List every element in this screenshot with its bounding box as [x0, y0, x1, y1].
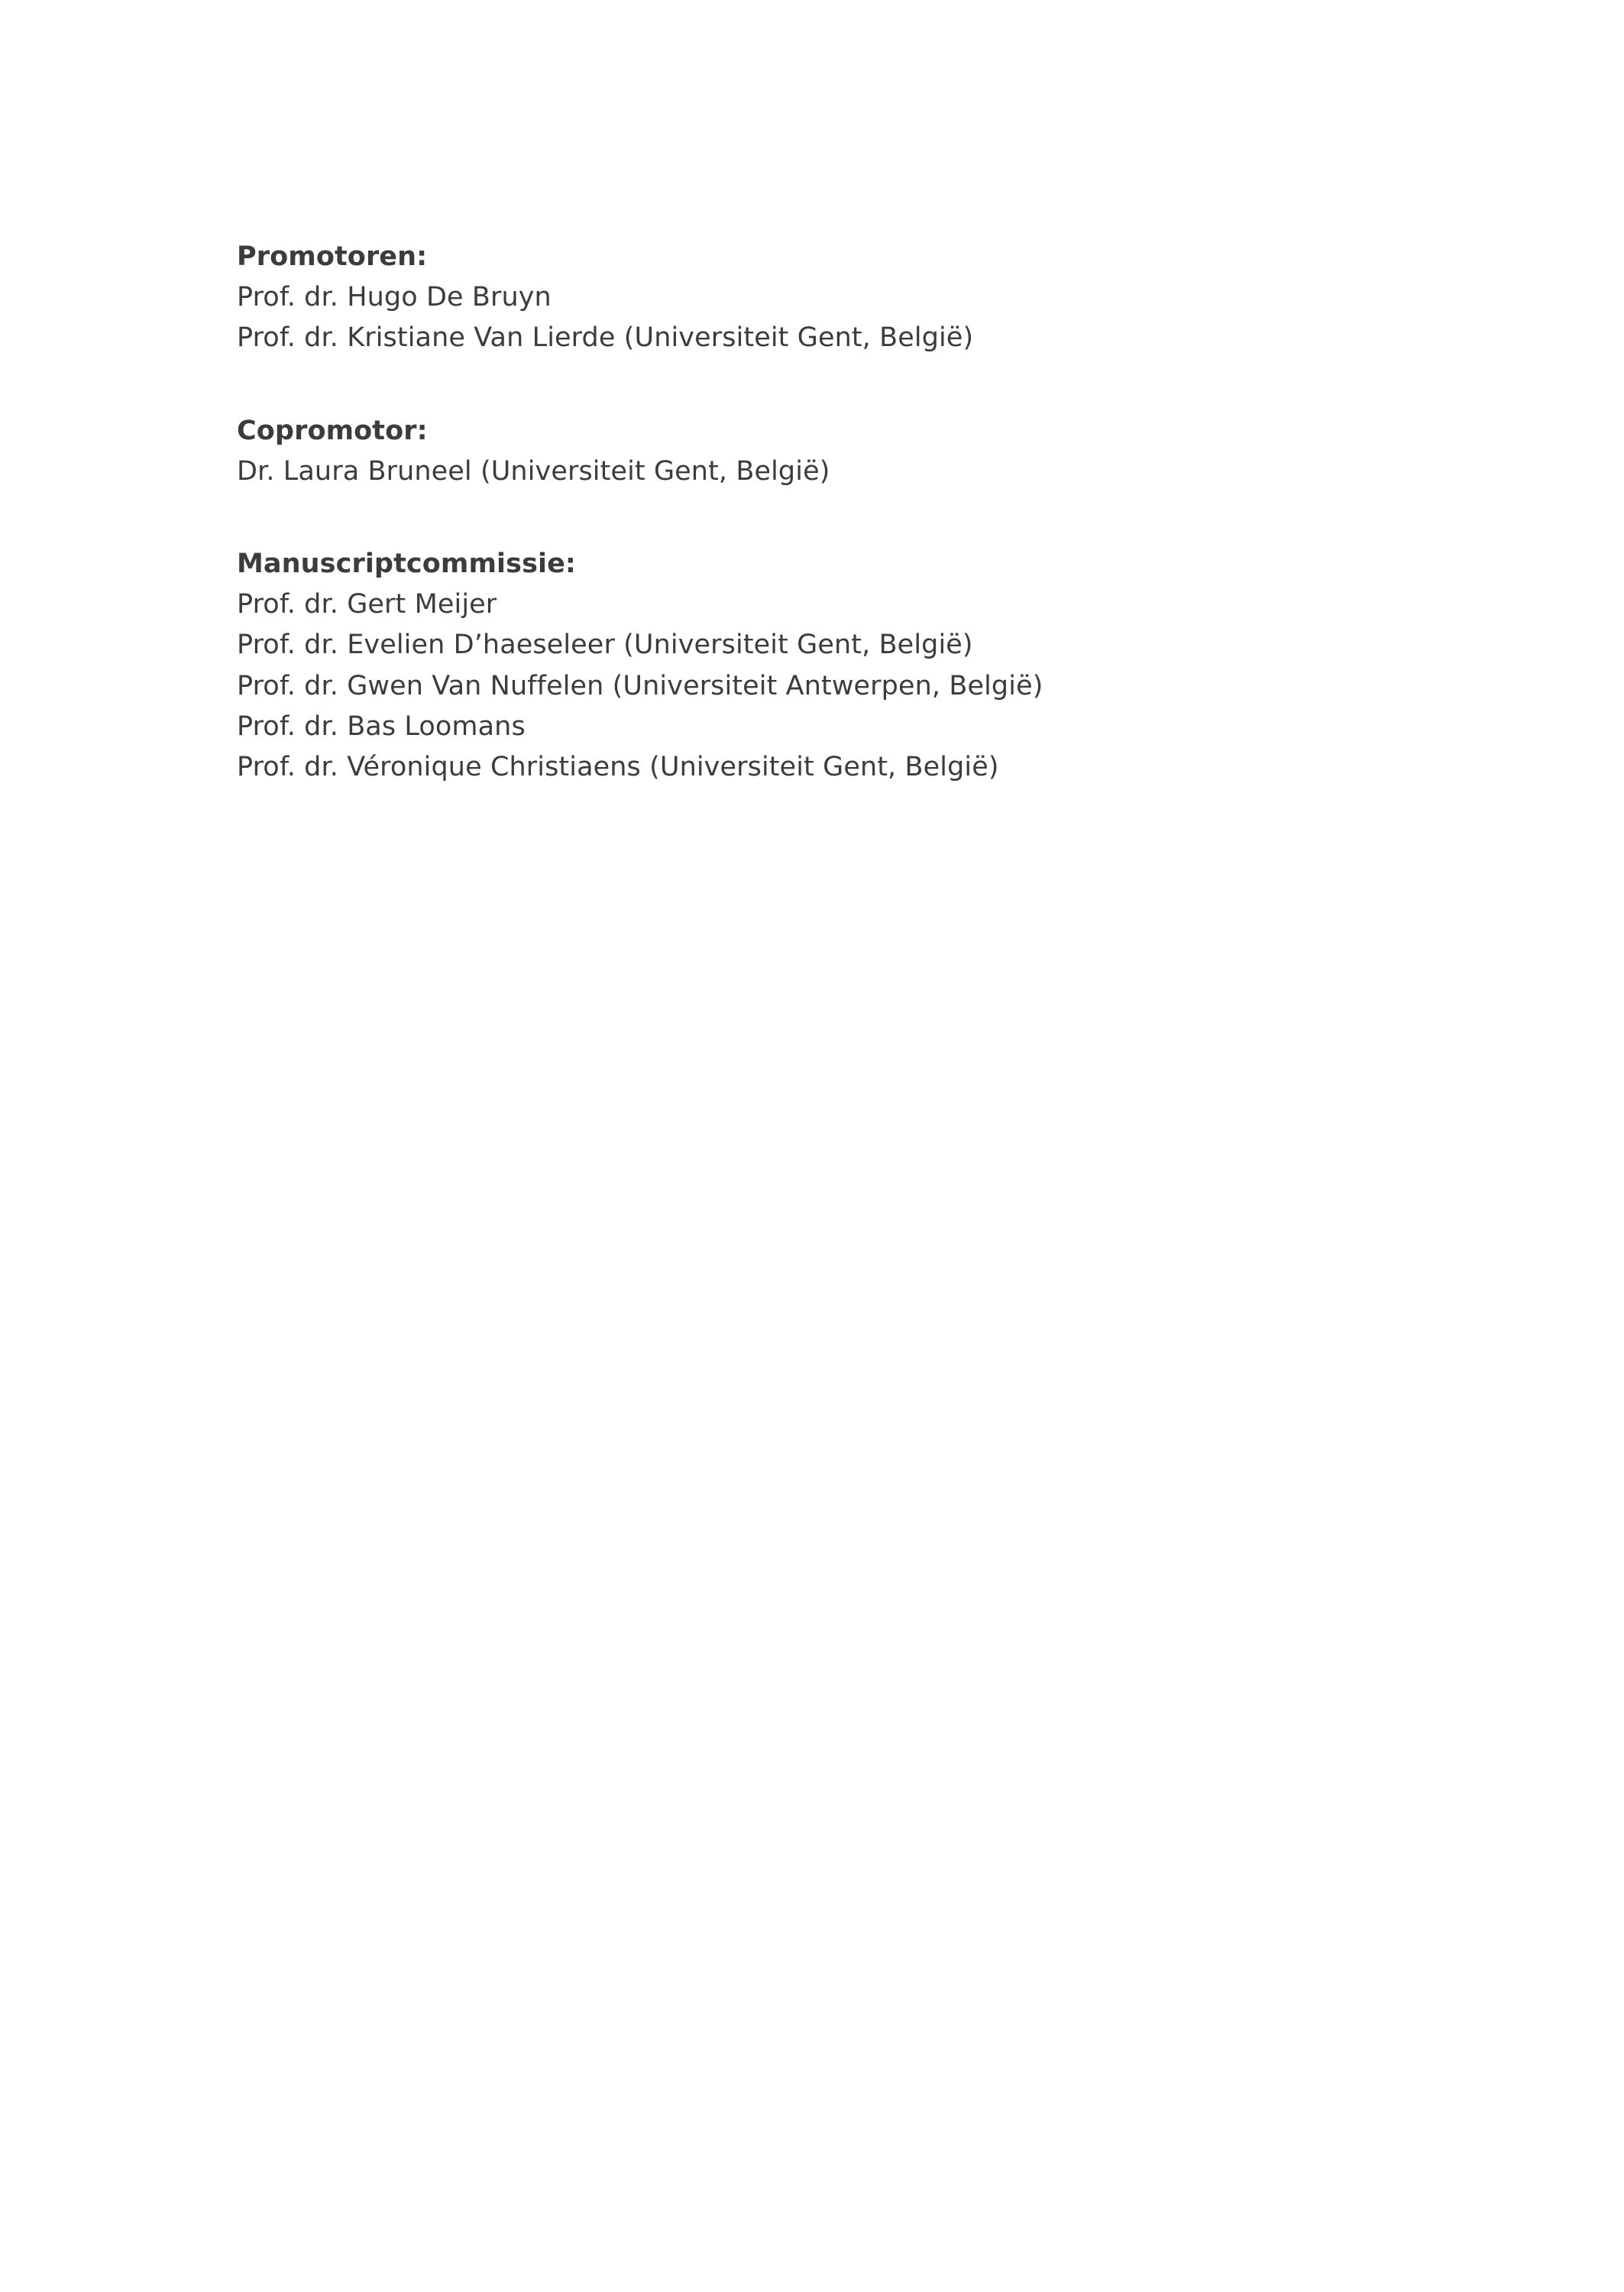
section-heading: Copromotor: [237, 415, 428, 446]
section-manuscriptcommissie [237, 544, 1383, 788]
section-line: Prof. dr. Evelien D’haeseleer (Universiteit Gent, België) [237, 630, 973, 661]
section-line: Dr. Laura Bruneel (Universiteit Gent, België) [237, 455, 830, 487]
section-line: Prof. dr. Véronique Christiaens (Universiteit Gent, België) [237, 751, 999, 782]
section-promotoren [237, 237, 1383, 359]
section-copromotor [237, 411, 1383, 492]
section-heading: Promotoren: [237, 241, 428, 272]
section-line: Prof. dr. Gert Meijer [237, 589, 497, 620]
section-line: Prof. dr. Hugo De Bruyn [237, 282, 552, 313]
section-line: Prof. dr. Kristiane Van Lierde (Universiteit Gent, België) [237, 322, 974, 354]
document-content [237, 237, 1383, 788]
section-heading: Manuscriptcommissie: [237, 548, 577, 579]
section-line: Prof. dr. Gwen Van Nuffelen (Universiteit Antwerpen, België) [237, 670, 1043, 701]
section-line: Prof. dr. Bas Loomans [237, 711, 526, 742]
